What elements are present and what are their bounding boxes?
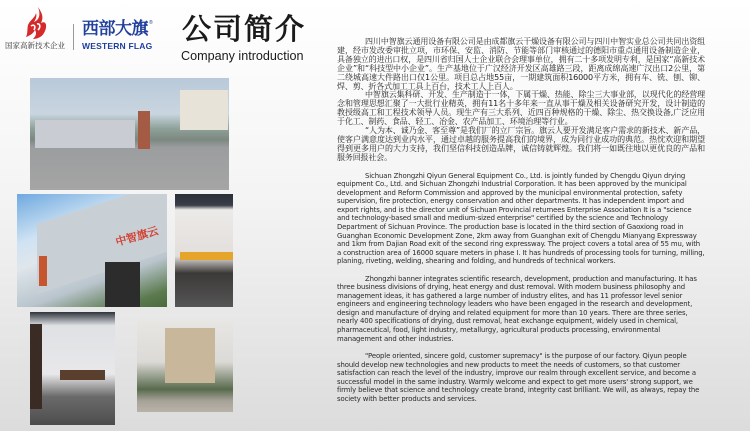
intro-en-paragraph: Sichuan Zhongzhi Qiyun General Equipment Co., Ltd. is jointly funded by Chengdu Qiyun drying equipment Co., Ltd. and Sichuan Zhongzhi Industrial Corporation. It has been approved by the municipal development and Reform Commission and approved by the municipal environmental protection, safety supervision, fire protection, energy conservation and other departments. It has independent import and export rights, and is the director unit of Sichuan Provincial returnees Enterprise Association It is a "science and technology-based small and medium-sized enterprise" certified by the science and Technology Department of Sichuan Province. The production base is located in the third section of Gaoxiong road in Guanghan Economic Development Zone, 2km away from Guanghan exit of Chengdu Mianyang Expressway and 1km from Dajian Road exit of the second ring expressway. The project covers a total area of 55 mu, with a construction area of 16000 square meters in phase I. It has hundreds of processing tools for turning, milling, planing, riveting, welding, shearing and folding, and hundreds of technical workers. [337, 171, 705, 266]
brand-logo [82, 19, 153, 40]
intro-en-paragraph: "People oriented, sincere gold, customer supremacy" is the purpose of our factory. Qiyun people should develop new technologies and new products to meet the needs of customers, so that customer satisfaction can reach the level of the industry, improve our realm through excellent service, and become a successful model in the same industry. Warmly welcome and expect to get more users' strong support, we firmly believe that science and technology create brand, integrity cast brilliant. We will, as always, repay the society with better products and services. [337, 352, 700, 403]
page-subtitle: Company introduction [181, 49, 304, 63]
logo-divider [73, 24, 74, 50]
photo-office-building [137, 321, 233, 412]
photo-office [175, 194, 233, 307]
photo-meeting-room [30, 312, 115, 425]
intro-cn-paragraph: 中智旗云集科研、开发、生产制造于一体，下属干燥、热能、除尘三大事业部，以现代化的经营理念和管理思想汇聚了一大批行业精英，拥有11名十多年来一直从事干燥及相关设备研究开发，设计制造的教授级高工和工程技术领导人员。现生产有三大系列、近四百种规格的干燥、除尘、热交换设备,广泛应用于化工、制药、食品、轻工、冶金、农产品加工、环境治理等行业。 [337, 90, 705, 127]
page-title: 公司简介 [182, 12, 307, 46]
intro-en-paragraph: Zhongzhi banner integrates scientific research, development, production and manufacturing. It has three business divisions of drying, heat energy and dust removal. With modern business philosophy and management ideas, it has gathered a large number of industry elites, and has 11 professor level senior engineers and engineering technology leaders who have been engaged in the research and development, design and manufacture of drying and related equipment for more than 10 years. There are three series, nearly 400 specifications of drying, dust removal, heat exchange equipment, widely used in chemical, pharmaceutical, food, light industry, metallurgy, agricultural products processing, environmental management and other industries. [337, 274, 697, 343]
brand-name-cn: 西部大旗 [82, 19, 148, 39]
intro-text-column [337, 38, 705, 403]
photo-factory-hall [17, 194, 167, 307]
registered-mark: ® [149, 20, 153, 26]
intro-en-paragraph-3 [337, 352, 705, 403]
brand-name-en: WESTERN FLAG [82, 41, 153, 51]
cert-label: 国家高新技术企业 [5, 41, 65, 50]
factory-sign-text: 中智旗云 [114, 224, 160, 249]
high-tech-enterprise-flame-icon [22, 6, 50, 40]
intro-chinese [337, 38, 705, 163]
intro-cn-paragraph: 四川中智旗云通用设备有限公司是由成都旗云干燥设备有限公司与四川中智实业总公司共同出资组建，经市发改委审批立项，市环保、安监、消防、节能等部门审核通过的德阳市重点通用设备制造企业，具备独立的进出口权，是四川省归国人士企业联合会理事单位，拥有二十多项发明专利，是国家“高新技术企业”和“科技型中小企业”。生产基地位于广汉经济开发区高雄路三段，距离成绵高速广汉出口2公里，第二绕城高速大件路出口仅1公里。项目总占地55亩，一期建筑面积16000平方米，拥有车、铣、刨、铆、焊、剪、折各式加工工具上百台，技术工人上百人。 [337, 37, 705, 91]
intro-en-paragraph-2 [337, 275, 705, 343]
photo-factory-gate [30, 78, 229, 190]
intro-cn-paragraph: “人为本、诚乃金、客至尊”是我们厂的立厂宗旨。旗云人要开发满足客户需求的新技术、新产品，使客户满意度达到业内水平，通过卓越的服务提高我们的境界，成为同行业成功的典范。热忱欢迎和期望得到更多用户的大力支持，我们坚信科技创造品牌，诚信铸就辉煌。我们将一如既往地以更优良的产品和服务回报社会。 [337, 126, 705, 162]
intro-en-paragraph-1 [337, 172, 705, 266]
